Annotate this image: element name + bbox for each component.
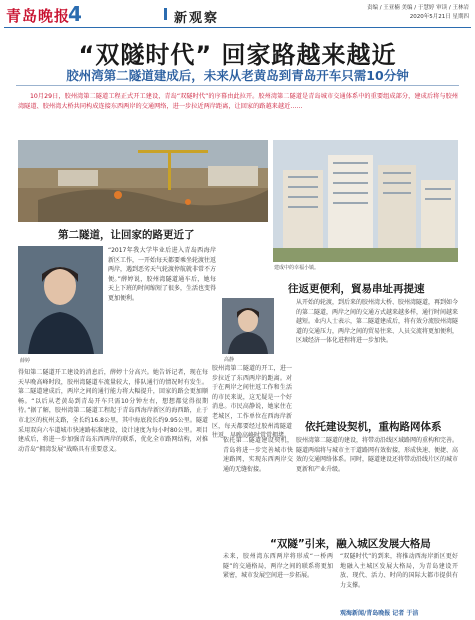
body-column-4: 依托第二隧道建设契机，青岛将进一步完善城市快速路网，实现东西两岸交通的无缝衔接。 bbox=[223, 437, 293, 473]
body-column-1: 得知第二隧道开工建设的消息后，薛婷十分高兴。她告诉记者，现在每天早晚高峰时段，胶州湾隧道车流量较大，排队通行的情况时有发生。第二隧道建成后，两岸之间的通行能力将大幅提升，回家的路会更加顺畅。“以后从老黄岛到青岛开车只需10分钟左右，想想都觉得很期待。”据了解，胶州湾第二隧道工程起于青岛西海岸新区的海西路，止于市北区的杭州支路，全长约16.8公里，其中海底段长约9.95公里。隧道采用双向六车道城市快速路标准建设，设计速度为每小时80公里。项目建成后，将进一步加强青岛东西两岸的联系，优化全市路网结构，对推动青岛“拥湾发展”战略具有重要意义。 bbox=[18, 369, 208, 453]
editors-line: 责编 / 王亚楠 美编 / 于慧婷 审读 / 王林岩 bbox=[366, 5, 469, 11]
portrait-photo-2 bbox=[222, 298, 274, 354]
page-number: 4 bbox=[68, 2, 82, 26]
body-column-3b: 胶州湾第二隧道的建设，将带动沿线区域路网的重构和完善。隧道两端将与城市主干道路网有效衔接，形成快速、便捷、高效的交通网络体系。同时，隧道建设还将带动沿线片区的城市更新和产业升级。 bbox=[296, 437, 458, 473]
body-column-3a: 从开始的轮渡，到后来的胶州湾大桥、胶州湾隧道，再到如今的第二隧道，两岸之间的交通方式越来越多样，通行时间越来越短。业内人士表示，第二隧道建成后，将有效分流胶州湾隧道的交通压力，两岸之间的贸易往来、人员交流将更加便利，区域经济一体化进程将进一步加快。 bbox=[296, 299, 458, 345]
body-column-6: “双隧时代”的到来，将推动西海岸新区更好地融入主城区发展大格局，为青岛建设开放、现代、活力、时尚的国际大都市提供有力支撑。 bbox=[340, 553, 458, 589]
section-head-3: 依托建设契机，重构路网体系 bbox=[305, 421, 442, 433]
portrait-photo bbox=[18, 246, 103, 354]
intro-paragraph: 10月29日，胶州湾第二隧道工程正式开工建设，青岛“双隧时代”的序幕由此拉开。胶州湾第二隧道是青岛城市交通体系中的重要组成部分，建成后将与胶州湾隧道、胶州湾大桥共同构成连接东西两岸的交通网络，进一步拉近两岸距离，让回家的路越来越近…… bbox=[18, 93, 458, 110]
divider bbox=[16, 85, 459, 86]
portrait-caption: 薛婷 bbox=[20, 358, 31, 364]
portrait-caption-2: 高静 bbox=[224, 357, 235, 363]
section-title: 新观察 bbox=[174, 11, 220, 26]
buildings-photo bbox=[273, 140, 458, 262]
subheadline: 胶州湾第二隧道建成后，未来从老黄岛到青岛开车只需10分钟 bbox=[66, 68, 409, 83]
masthead bbox=[4, 2, 471, 28]
byline: 观海新闻/青岛晚报 记者 于洁 bbox=[340, 610, 419, 617]
headline: “双隧时代” 回家路越来越近 bbox=[78, 41, 397, 69]
section-marker bbox=[164, 8, 167, 20]
body-column-5: 未来，胶州湾东西两岸将形成“一桥两隧”的交通格局，两岸之间的联系将更加紧密，城市发展空间进一步拓展。 bbox=[223, 553, 333, 580]
photo-caption: 建成中的幸福小镇。 bbox=[274, 265, 320, 271]
newspaper-logo: 青岛晚报 bbox=[6, 7, 71, 25]
editors-info bbox=[367, 4, 469, 22]
section-head-1: 第二隧道，让回家的路更近了 bbox=[58, 229, 195, 241]
date-line: 2020年5月21日 星期四 bbox=[409, 14, 469, 20]
construction-photo bbox=[18, 140, 268, 222]
quote-paragraph: “2017年我大学毕业后进入青岛西海岸新区工作，一开始每天都要乘坐轮渡往返两岸，遇到恶劣天气轮渡停航就非常不方便。”薛婷说，胶州湾隧道通车后，她每天上下班的时间缩短了很多，生活也变得更加便利。 bbox=[108, 247, 217, 302]
section-head-2: 往返更便利，貿易串址再提速 bbox=[288, 283, 425, 295]
section-head-4: “双隧”引来，融入城区发展大格局 bbox=[270, 538, 431, 550]
body-column-2: 胶州湾第二隧道的开工，进一步拉近了东西两岸的距离。对于在两岸之间往返工作和生活的市民来说，这无疑是一个好消息。市民高静说，她家住在老城区，工作单位在西海岸新区，每天都要经过胶州湾隧道往返，早晚高峰时常常拥堵。 bbox=[212, 365, 292, 440]
